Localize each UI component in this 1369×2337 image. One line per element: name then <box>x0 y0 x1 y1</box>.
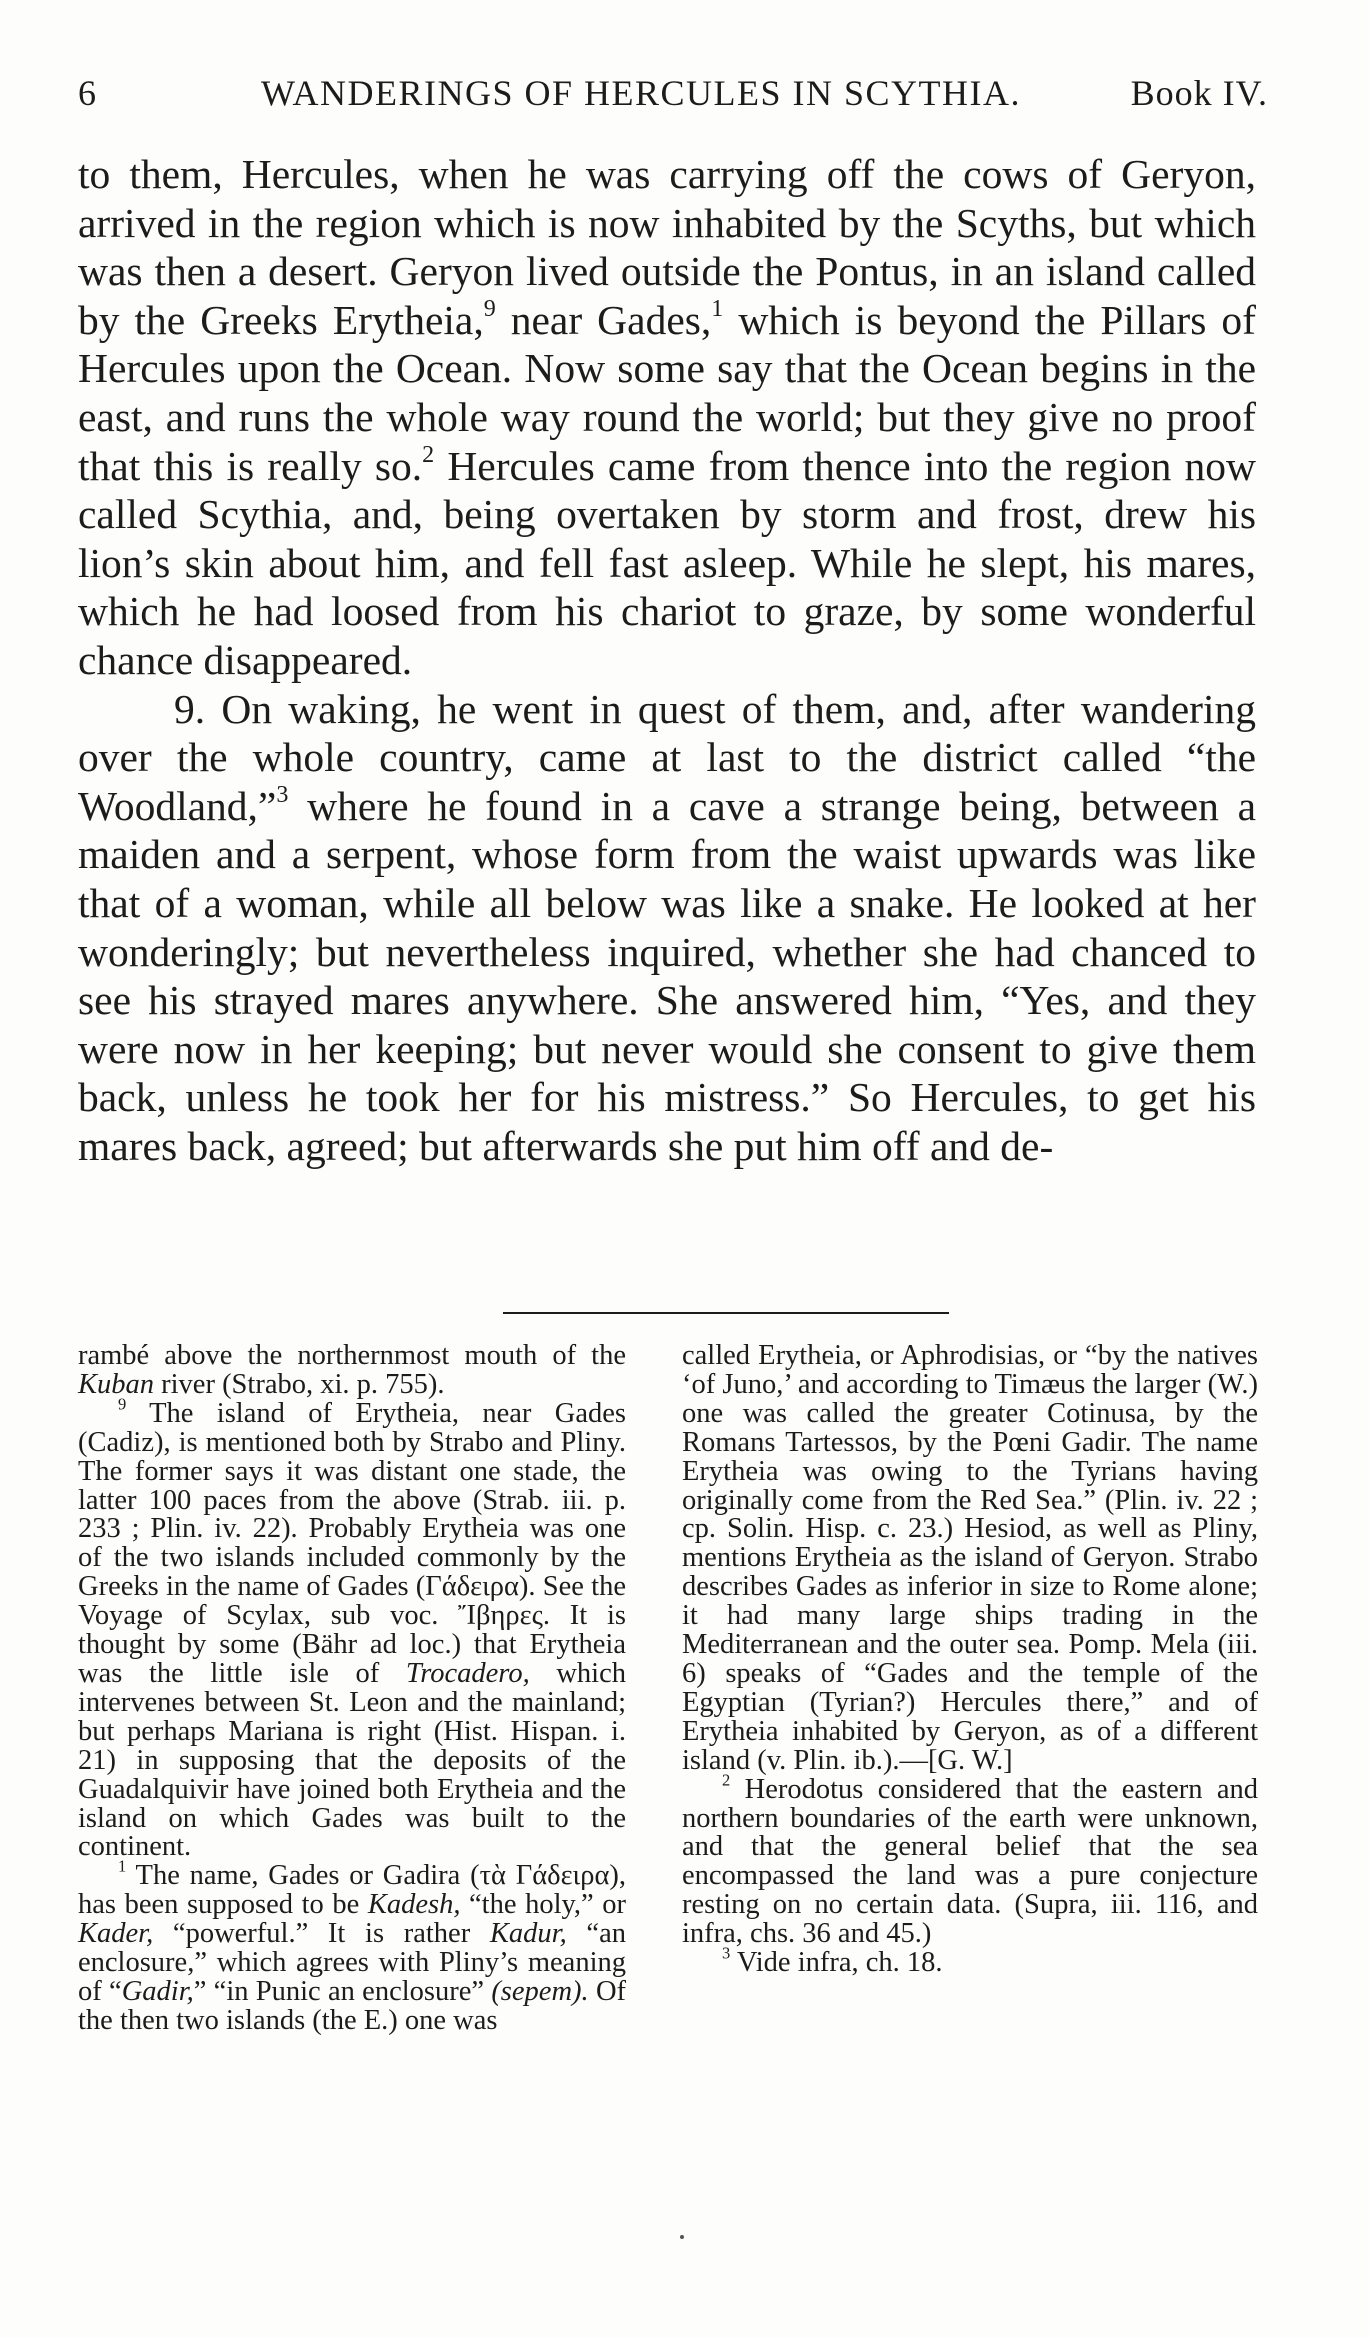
footnotes-right-column <box>682 1342 1258 1978</box>
text-run: “an enclosure,” which agrees with Pliny’s meaning of “ <box>78 1918 626 2007</box>
footnote-ref-1: 1 <box>711 295 724 322</box>
italic-run: Kadesh, <box>367 1889 461 1921</box>
page-number: 6 <box>78 73 97 113</box>
body-paragraph <box>78 685 1256 1171</box>
italic-run: Trocadero, <box>405 1657 530 1689</box>
footnote-divider <box>503 1312 949 1314</box>
footnotes-left-column <box>78 1342 626 2036</box>
footnote-mark: 2 <box>722 1770 731 1790</box>
text-run: The name, Gades or Gadira (τὰ Γάδειρα), has been supposed to be <box>78 1860 626 1921</box>
italic-run: Kader, <box>78 1918 154 1950</box>
footnote-mark: 1 <box>118 1856 127 1876</box>
text-run: Herodotus considered that the eastern and northern boundaries of the earth were unknown, and that the general belief that the sea encompassed the land was a pure conjecture resting on no certain data. (Supra, iii. 116, and infra, chs. 36 and 45.) <box>682 1773 1258 1950</box>
footnote-continuation <box>78 1342 626 1400</box>
footnote-continuation: called Erytheia, or Aphrodisias, or “by the natives ‘of Juno,’ and according to Timæus the larger (W.) one was called the greater Cotinusa, by the Romans Tartessos, by the Pœni Gadir. The name Erytheia was owing to the Tyrians having originally come from the Red Sea.” (Plin. iv. 22 ; cp. Solin. Hisp. c. 23.) Hesiod, as well as Pliny, mentions Erytheia as the island of Geryon. Strabo describes Gades as inferior in size to Rome alone; it had many large ships trading in the Mediterranean and the outer sea. Pomp. Mela (iii. 6) speaks of “Gades and the temple of the Egyptian (Tyrian?) Hercules there,” and of Erytheia inhabited by Geryon, as of a different island (v. Plin. ib.).—[G. W.] <box>682 1340 1258 1776</box>
italic-run: (sepem). <box>491 1975 589 2007</box>
main-text <box>78 150 1256 1170</box>
footnote-ref-2: 2 <box>422 441 435 468</box>
italic-run: Kuban <box>78 1368 155 1400</box>
footnote-3 <box>682 1943 1258 1979</box>
text-run: Of the then two islands (the E.) one was <box>78 1975 627 2036</box>
italic-run: Gadir, <box>121 1975 194 2007</box>
footnote-ref-9: 9 <box>483 295 496 322</box>
text-run: ” “in Punic an enclosure” <box>193 1975 492 2007</box>
page-header <box>78 64 1268 114</box>
text-run: 9. On waking, he went in quest of them, and, after wandering over the whole country, came at last to the district called “the Woodland,” <box>78 685 1256 829</box>
footnote-1 <box>78 1856 627 2036</box>
text-run: rambé above the northernmost mouth of the <box>78 1340 626 1371</box>
italic-run: Kadur, <box>489 1918 567 1950</box>
text-run: Vide infra, ch. 18. <box>730 1947 943 1979</box>
text-run: river (Strabo, xi. p. 755). <box>154 1368 445 1400</box>
text-run: which is beyond the Pillars of Hercules upon the Ocean. Now some say that the Ocean begins in the east, and runs the whole way round the world; but they give no proof that this is really so. <box>78 296 1256 489</box>
text-run: where he found in a cave a strange being, between a maiden and a serpent, whose form from the waist upwards was like that of a woman, while all below was like a snake. He looked at her wonderingly; but nevertheless inquired, whether she had chanced to see his strayed mares anywhere. She answered him, “Yes, and they were now in her keeping; but never would she consent to give them back, unless he took her for his mistress.” So Hercules, to get his mares back, agreed; but afterwards she put him off and de- <box>78 782 1256 1169</box>
footnote-9 <box>78 1394 626 1863</box>
print-speck <box>680 2235 684 2239</box>
text-run: “the holy,” or <box>460 1889 626 1921</box>
footnote-mark: 9 <box>118 1394 127 1414</box>
footnote-2 <box>682 1770 1258 1950</box>
text-run: Hercules came from thence into the region now called Scythia, and, being overtaken by storm and frost, drew his lion’s skin about him, and fell fast asleep. While he slept, his mares, which he had loosed from his chariot to graze, by some wonderful chance disappeared. <box>78 442 1256 683</box>
footnote-ref-3: 3 <box>276 781 289 808</box>
book-label: Book IV. <box>1130 73 1268 113</box>
text-run: “powerful.” It is rather <box>153 1918 490 1950</box>
text-run: near Gades, <box>495 296 712 343</box>
text-run: which intervenes between St. Leon and the mainland; but perhaps Mariana is right (Hist. Hispan. i. 21) in supposing that the deposits of the Guadalquivir have joined both Erytheia and the island on which Gades was built to the continent. <box>78 1657 626 1863</box>
text-run: The island of Erytheia, near Gades (Cadiz), is mentioned both by Strabo and Pliny. The former says it was distant one stade, the latter 100 paces from the above (Strab. iii. p. 233 ; Plin. iv. 22). Probably Erytheia was one of the two islands included commonly by the Greeks in the name of Gades (Γάδειρα). See the Voyage of Scylax, sub voc. Ἴβηρες. It is thought by some (Bähr ad loc.) that Erytheia was the little isle of <box>78 1397 626 1689</box>
body-paragraph <box>78 150 1256 685</box>
footnote-mark: 3 <box>722 1943 731 1963</box>
running-title: WANDERINGS OF HERCULES IN SCYTHIA. <box>261 73 1022 113</box>
text-run: to them, Hercules, when he was carrying off the cows of Geryon, arrived in the region which is now inhabited by the Scyths, but which was then a desert. Geryon lived outside the Pontus, in an island called by the Greeks Erytheia, <box>78 151 1256 343</box>
